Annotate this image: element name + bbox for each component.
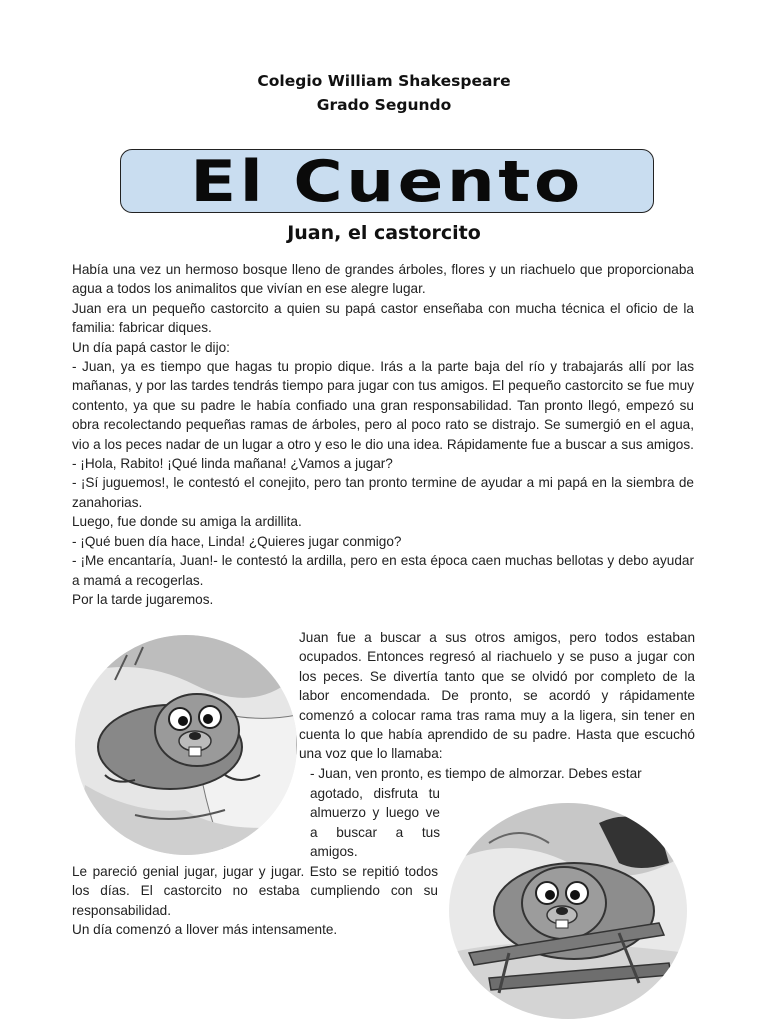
- grade-level: Grado Segundo: [316, 96, 452, 114]
- beaver-drawing-2: [449, 803, 687, 1019]
- beaver-illustration-right: [449, 803, 687, 1019]
- beaver-drawing-1: [75, 635, 297, 855]
- story-title: Juan, el castorcito: [287, 222, 481, 244]
- beaver-illustration-left: [75, 635, 297, 855]
- story-paragraph-right: Juan fue a buscar a sus otros amigos, pero todos estaban ocupados. Entonces regresó al riachuelo y se puso a jugar con los peces. Se divertía tanto que se olvidó por completo de la labor encomendada. De pronto, se acordó y rápidamente comenzó a colocar rama tras rama muy a la ligera, sin tener en cuenta lo que había aprendido de su padre. Hasta que escuchó una voz que lo llamaba:: [299, 630, 695, 762]
- title-banner: [120, 149, 654, 213]
- banner-title: El Cuento: [190, 149, 584, 213]
- story-paragraph-call-cont: agotado, disfruta tu almuerzo y luego ve a buscar a tus amigos.: [310, 786, 440, 860]
- school-name: Colegio William Shakespeare: [257, 72, 511, 90]
- story-paragraph-main: Había una vez un hermoso bosque lleno de grandes árboles, flores y un riachuelo que proporcionaba agua a todos los animalitos que vivían en ese alegre lugar. Juan era un pequeño castorcito a quien su papá castor enseñaba con mucha técnica el oficio de la familia: fabricar diques. Un día papá castor le dijo: - Juan, ya es tiempo que hagas tu propio dique. Irás a la parte baja del río y trabajarás allí por las mañanas, y por las tardes tendrás tiempo para jugar con tus amigos. El pequeño castorcito se fue muy contento, ya que su padre le había confiado una gran responsabilidad. Tan pronto llegó, empezó su obra recolectando pequeñas ramas de árboles, pero al poco rato se distrajo. Se sumergió en el agua, vio a los peces nadar de un lugar a otro y eso le dio una idea. Rápidamente fue a buscar a sus amigos. - ¡Hola, Rabito! ¡Qué linda mañana! ¿Vamos a jugar? - ¡Sí juguemos!, le contestó el conejito, pero tan pronto termine de ayudar a mi papá en la siembra de zanahorias. Luego, fue donde su amiga la ardillita. - ¡Qué buen día hace, Linda! ¿Quieres jugar conmigo? - ¡Me encantaría, Juan!- le contestó la ardilla, pero en esta época caen muchas bellotas y debo ayudar a mamá a recogerlas. Por la tarde jugaremos.: [72, 262, 694, 607]
- story-paragraph-end: Le pareció genial jugar, jugar y jugar. Esto se repitió todos los días. El castorcito no estaba cumpliendo con su responsabilidad. Un día comenzó a llover más intensamente.: [72, 864, 438, 938]
- story-paragraph-call: - Juan, ven pronto, es tiempo de almorzar. Debes estar: [310, 766, 642, 781]
